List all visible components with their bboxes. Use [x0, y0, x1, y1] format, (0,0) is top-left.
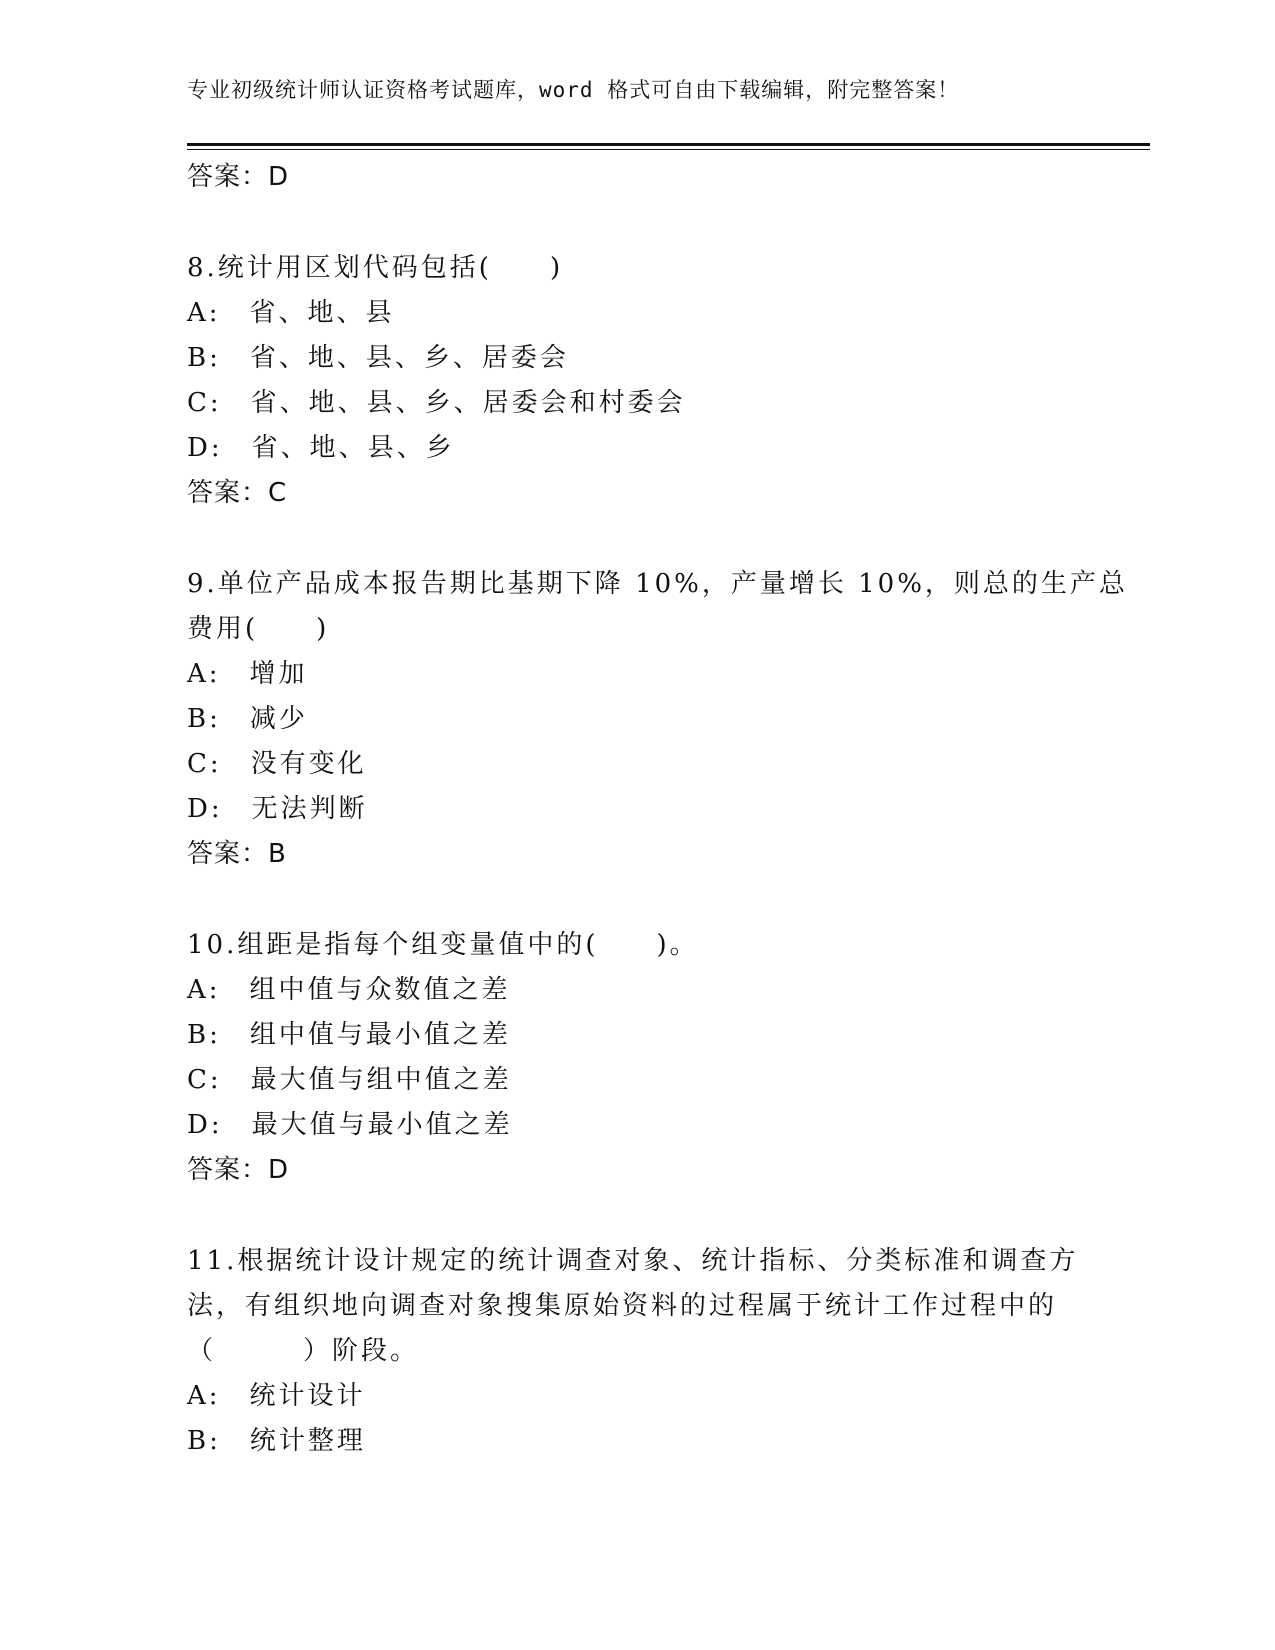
spacer — [187, 1193, 1087, 1239]
answer: 答案：C — [187, 478, 288, 508]
option-a: A: 组中值与众数值之差 — [187, 975, 511, 1005]
option-c: C: 省、地、县、乡、居委会和村委会 — [187, 388, 686, 418]
option-b: B: 减少 — [187, 704, 308, 734]
spacer — [187, 516, 1087, 562]
option-a: A: 省、地、县 — [187, 298, 395, 328]
option-c: C: 没有变化 — [187, 749, 367, 779]
option-b: B: 统计整理 — [187, 1426, 366, 1456]
answer: 答案：B — [187, 839, 287, 869]
question-stem: 10.组距是指每个组变量值中的( )。 — [187, 930, 699, 960]
question-stem-cont: 费用( ) — [187, 614, 330, 644]
question-stem: 8.统计用区划代码包括( ) — [187, 253, 564, 283]
header-rule-thin — [187, 149, 1150, 150]
question-9 — [187, 562, 1128, 877]
spacer — [187, 877, 1087, 923]
question-stem-cont: 法，有组织地向调查对象搜集原始资料的过程属于统计工作过程中的 — [187, 1291, 1058, 1321]
option-a: A: 增加 — [187, 659, 308, 689]
question-11 — [187, 1239, 1087, 1464]
question-stem: 9.单位产品成本报告期比基期下降 10%，产量增长 10%，则总的生产总 — [187, 569, 1128, 599]
option-d: D: 省、地、县、乡 — [187, 433, 455, 463]
option-a: A: 统计设计 — [187, 1381, 366, 1411]
option-d: D: 最大值与最小值之差 — [187, 1110, 513, 1140]
page-header-note: 专业初级统计师认证资格考试题库，word 格式可自由下载编辑，附完整答案！ — [187, 78, 960, 102]
question-list — [187, 155, 1128, 1464]
header-rule-thick — [187, 143, 1150, 146]
option-b: B: 省、地、县、乡、居委会 — [187, 343, 569, 373]
option-d: D: 无法判断 — [187, 794, 368, 824]
spacer — [187, 200, 1087, 246]
previous-answer: 答案：D — [187, 162, 290, 192]
question-stem-cont: （ ）阶段。 — [187, 1336, 420, 1366]
question-stem: 11.根据统计设计规定的统计调查对象、统计指标、分类标准和调查方 — [187, 1246, 1079, 1276]
option-b: B: 组中值与最小值之差 — [187, 1020, 511, 1050]
answer: 答案：D — [187, 1155, 290, 1185]
question-10 — [187, 923, 1087, 1193]
question-8 — [187, 246, 1087, 516]
option-c: C: 最大值与组中值之差 — [187, 1065, 512, 1095]
